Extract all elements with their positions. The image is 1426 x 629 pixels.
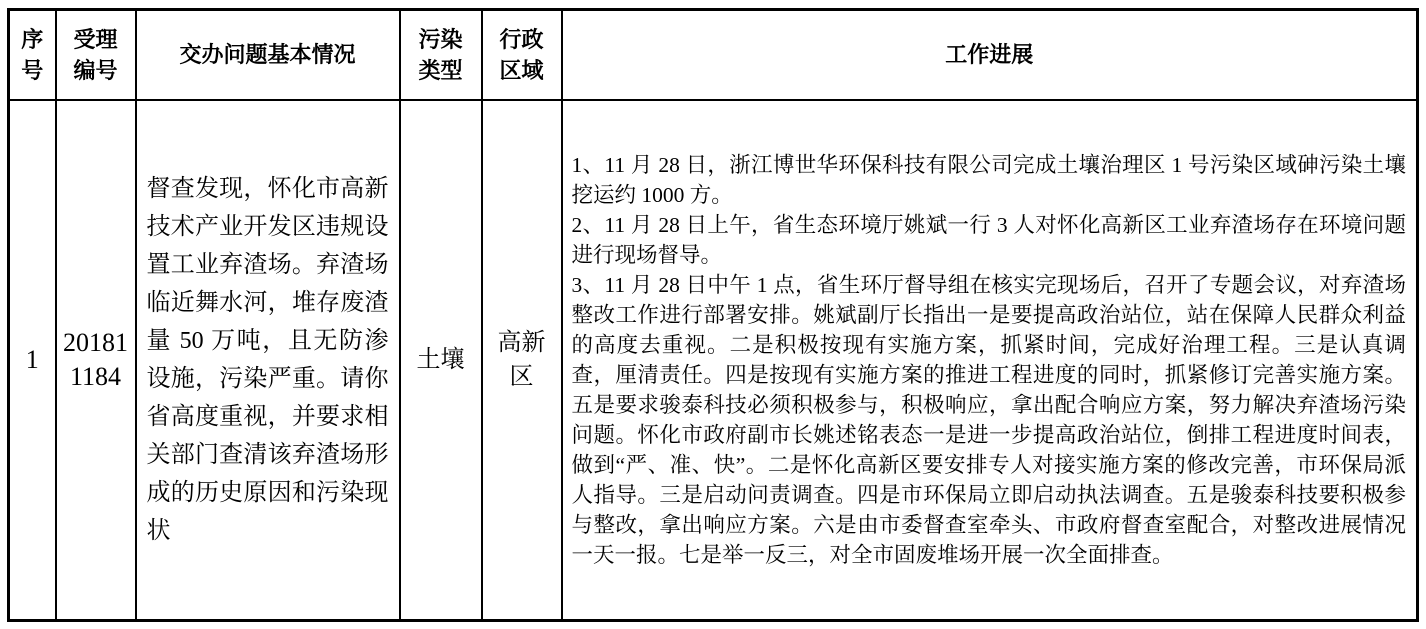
progress-paragraph-2: 2、11 月 28 日上午，省生态环境厅姚斌一行 3 人对怀化高新区工业弃渣场存在环境问题进行现场督导。 — [571, 212, 1406, 267]
header-cell-progress: 工作进展 — [562, 10, 1418, 100]
case-number-line-2: 1184 — [69, 361, 122, 391]
cell-work-progress — [562, 100, 1418, 621]
progress-paragraph-1: 1、11 月 28 日，浙江博世华环保科技有限公司完成土壤治理区 1 号污染区域砷污染土壤挖运约 1000 方。 — [571, 152, 1406, 207]
header-cell-problem: 交办问题基本情况 — [136, 10, 400, 100]
table-row — [9, 100, 1418, 621]
case-number-line-1: 20181 — [63, 327, 128, 357]
cell-problem-description — [136, 100, 400, 621]
header-cell-case-no: 受理编号 — [56, 10, 136, 100]
cell-pollution-type: 土壤 — [400, 100, 482, 621]
progress-paragraph-3: 3、11 月 28 日中午 1 点，省生环厅督导组在核实完现场后，召开了专题会议，对弃渣场整改工作进行部署安排。姚斌副厅长指出一是要提高政治站位，站在保障人民群众利益的高度去重视。二是积极按现有实施方案，抓紧时间，完成好治理工程。三是认真调查，厘清责任。四是按现有实施方案的推进工程进度的同时，抓紧修订完善实施方案。五是要求骏泰科技必须积极参与，积极响应，拿出配合响应方案，努力解决弃渣场污染问题。怀化市政府副市长姚述铭表态一是进一步提高政治站位，倒排工程进度时间表，做到“严、准、快”。二是怀化高新区要安排专人对接实施方案的修改完善，市环保局派人指导。三是启动问责调查。四是市环保局立即启动执法调查。五是骏泰科技要积极参与整改，拿出响应方案。六是由市委督查室牵头、市政府督查室配合，对整改进展情况一天一报。七是举一反三，对全市固废堆场开展一次全面排查。 — [571, 272, 1406, 567]
cell-case-number — [56, 100, 136, 621]
header-cell-pollution-type: 污染类型 — [400, 10, 482, 100]
problem-description-text: 督查发现，怀化市高新技术产业开发区违规设置工业弃渣场。弃渣场临近舞水河，堆存废渣量 50 万吨，且无防渗设施，污染严重。请你省高度重视，并要求相关部门查清该弃渣场形成的历史原因和污染现状 — [146, 175, 389, 544]
table-header-row — [9, 10, 1418, 100]
header-cell-index: 序号 — [9, 10, 56, 100]
cell-region: 高新区 — [482, 100, 562, 621]
supervision-case-table — [7, 8, 1419, 622]
cell-index: 1 — [9, 100, 56, 621]
header-cell-region: 行政区域 — [482, 10, 562, 100]
